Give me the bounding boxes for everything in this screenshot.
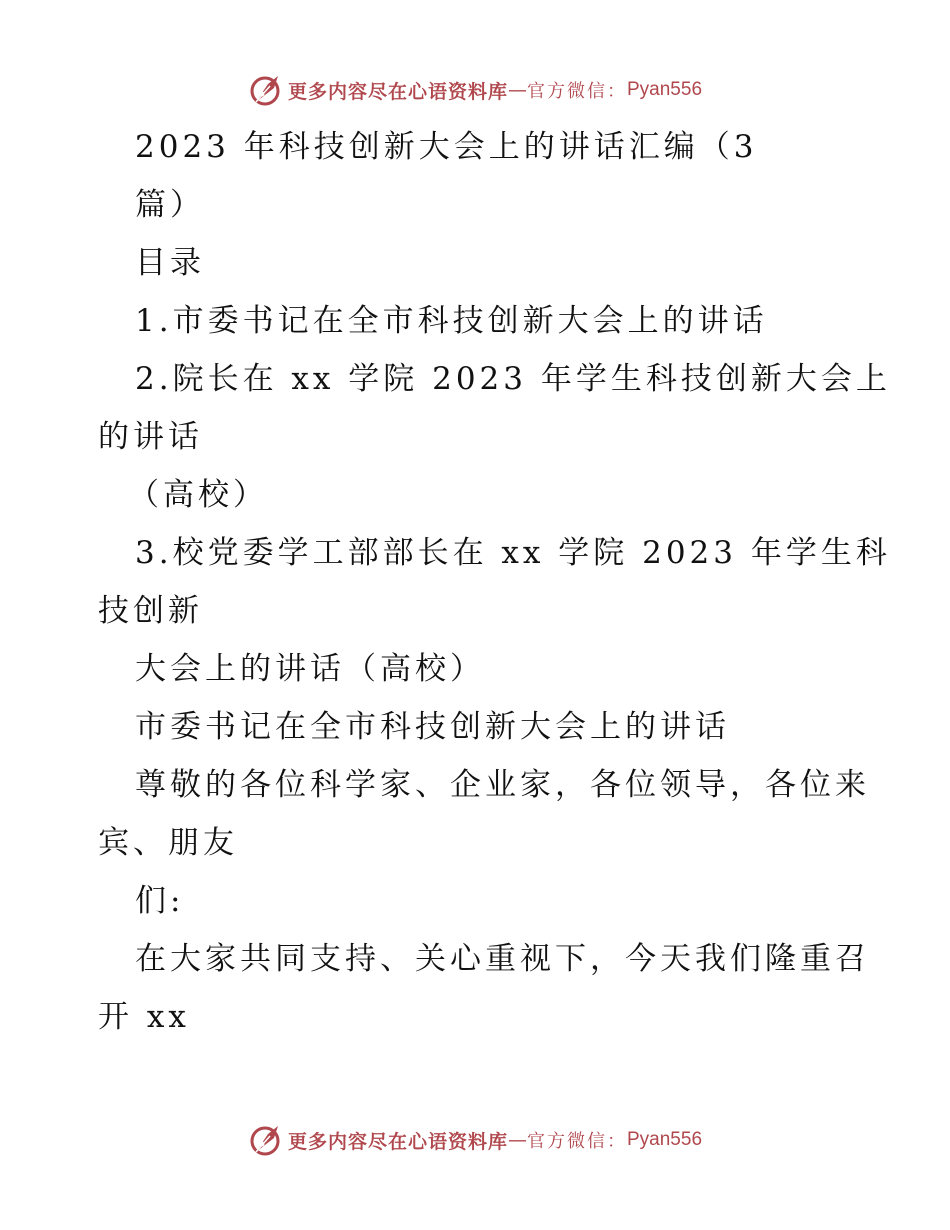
document-title-line-2: 篇） <box>135 187 205 223</box>
watermark-separator: — <box>508 1129 527 1151</box>
section-title: 市委书记在全市科技创新大会上的讲话 <box>135 709 730 745</box>
toc-item-2-note: （高校） <box>128 477 268 513</box>
paragraph-line: 宾、朋友 <box>98 825 238 861</box>
watermark-wechat-id: Pyan556 <box>627 79 703 100</box>
watermark-separator: — <box>508 79 527 101</box>
toc-item-2-continued: 的讲话 <box>98 419 203 455</box>
paragraph-line: 尊敬的各位科学家、企业家，各位领导，各位来 <box>135 767 870 803</box>
document-title-line-1: 2023 年科技创新大会上的讲话汇编（3 <box>135 129 758 165</box>
watermark-site-text: 更多内容尽在心语资料库 <box>287 1130 508 1153</box>
toc-item-3-continued: 技创新 <box>98 593 203 629</box>
quill-pen-logo-icon <box>248 72 284 108</box>
watermark-site-text: 更多内容尽在心语资料库 <box>287 80 508 103</box>
toc-heading: 目录 <box>135 245 205 281</box>
paragraph-line: 在大家共同支持、关心重视下，今天我们隆重召 <box>135 941 870 977</box>
toc-item-3: 3.校党委学工部部长在 xx 学院 2023 年学生科 <box>135 535 891 571</box>
toc-item-3-end: 大会上的讲话（高校） <box>135 651 485 687</box>
paragraph-line: 们: <box>135 883 185 919</box>
watermark-wechat-id: Pyan556 <box>627 1129 703 1150</box>
quill-pen-logo-icon <box>248 1122 284 1158</box>
watermark-wechat-label: 官方微信： <box>527 1131 627 1152</box>
toc-item-2: 2.院长在 xx 学院 2023 年学生科技创新大会上 <box>135 361 891 397</box>
toc-item-1: 1.市委书记在全市科技创新大会上的讲话 <box>135 303 768 339</box>
footer-watermark <box>0 1120 950 1160</box>
header-watermark <box>0 70 950 110</box>
paragraph-line: 开 xx <box>98 999 190 1035</box>
watermark-wechat-label: 官方微信： <box>527 81 627 102</box>
